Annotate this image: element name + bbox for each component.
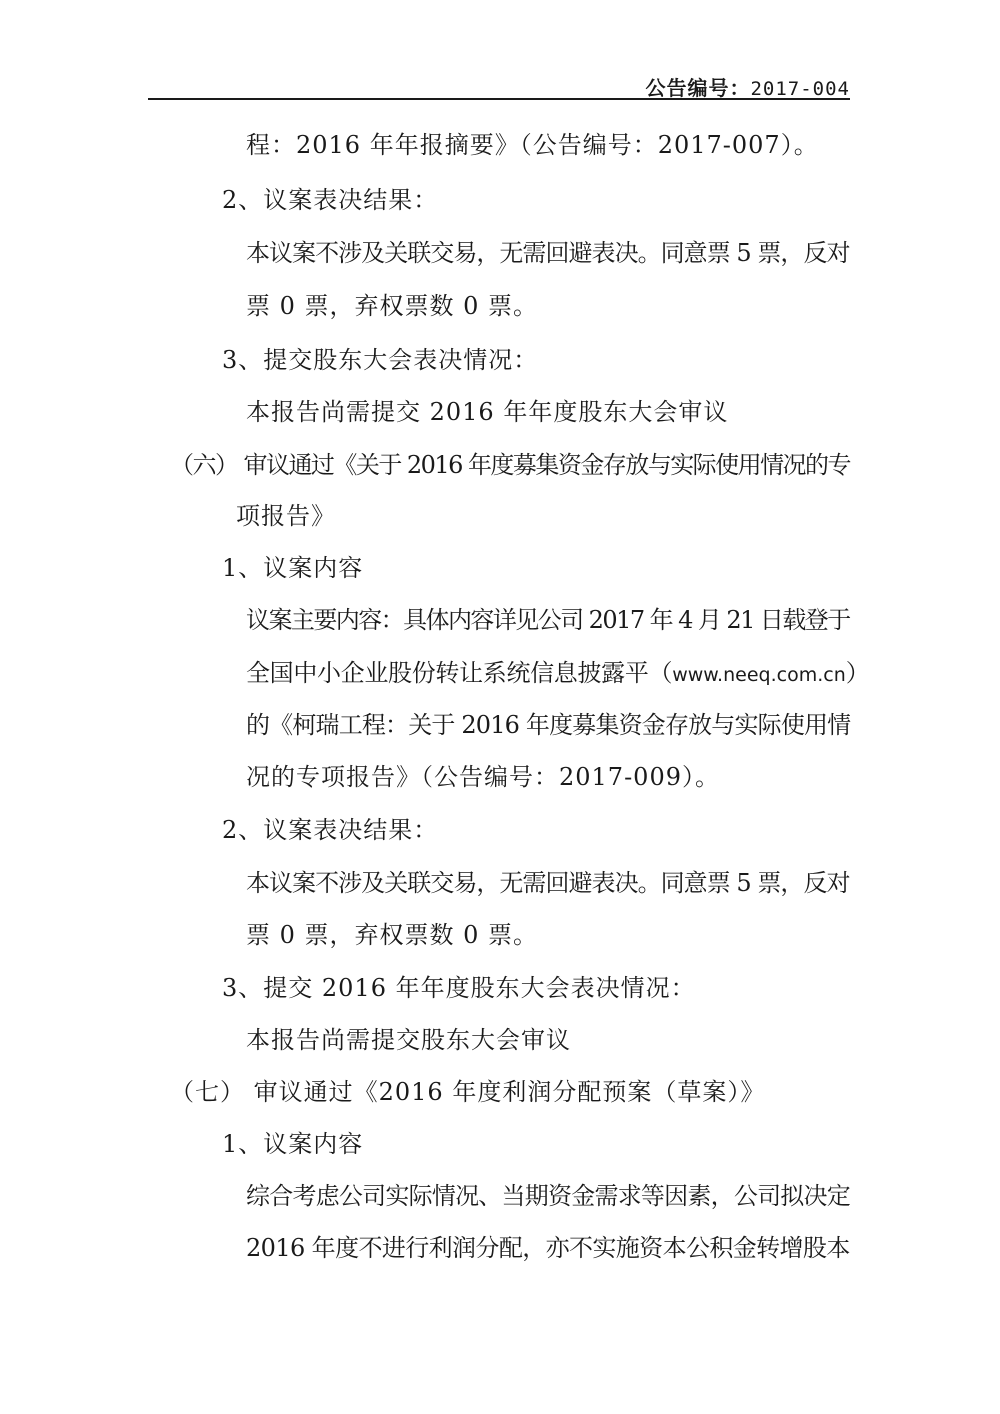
disclosure-url: www.neeq.com.cn xyxy=(672,664,846,686)
announcement-number xyxy=(645,72,850,101)
header-rule xyxy=(148,98,850,100)
text-line: 本报告尚需提交股东大会审议 xyxy=(246,1026,571,1054)
text-line: 2、议案表决结果： xyxy=(222,186,439,214)
text-line: 的《柯瑞工程：关于 2016 年度募集资金存放与实际使用情 xyxy=(246,711,851,739)
text-line: 议案主要内容：具体内容详见公司 2017 年 4 月 21 日载登于 xyxy=(246,606,850,634)
text-line: 程：2016 年年报摘要》（公告编号：2017-007）。 xyxy=(246,131,819,159)
announcement-number-value: 2017-004 xyxy=(750,78,850,100)
text-line: 2、议案表决结果： xyxy=(222,816,439,844)
text-line: 1、议案内容 xyxy=(222,554,364,582)
text-line: 3、提交 2016 年年度股东大会表决情况： xyxy=(222,974,696,1002)
text-line: 本报告尚需提交 2016 年年度股东大会审议 xyxy=(246,398,729,426)
text-line: 2016 年度不进行利润分配，亦不实施资本公积金转增股本 xyxy=(246,1234,850,1262)
announcement-number-label: 公告编号： xyxy=(645,76,751,100)
text-line: 况的专项报告》（公告编号：2017-009）。 xyxy=(246,763,720,791)
text-line: 票 0 票，弃权票数 0 票。 xyxy=(246,921,539,949)
text-line: 综合考虑公司实际情况、当期资金需求等因素，公司拟决定 xyxy=(246,1182,850,1210)
text-line: 本议案不涉及关联交易，无需回避表决。同意票 5 票，反对 xyxy=(246,239,850,267)
text-line: 1、议案内容 xyxy=(222,1130,364,1158)
text-line: 票 0 票，弃权票数 0 票。 xyxy=(246,292,539,320)
text-line: 项报告》 xyxy=(236,502,336,530)
text-line: 3、提交股东大会表决情况： xyxy=(222,346,539,374)
text-line-part: ） xyxy=(845,659,870,687)
text-line: 本议案不涉及关联交易，无需回避表决。同意票 5 票，反对 xyxy=(246,869,850,897)
section-heading: （六） 审议通过《关于 2016 年度募集资金存放与实际使用情况的专 xyxy=(170,451,850,479)
section-heading: （七） 审议通过《2016 年度利润分配预案（草案）》 xyxy=(170,1078,766,1106)
text-line xyxy=(246,658,869,690)
text-line-part: 全国中小企业股份转让系统信息披露平（ xyxy=(246,659,673,687)
